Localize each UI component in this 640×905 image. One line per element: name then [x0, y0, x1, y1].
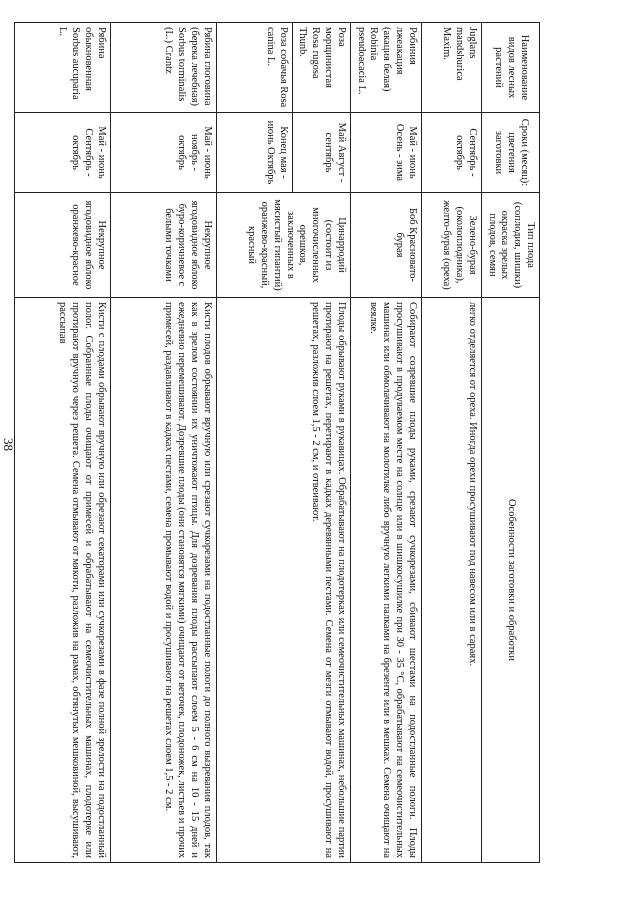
header-fruit: Тип плода (соплодия, шишки) окраска зрелых плодов, семян [481, 193, 539, 298]
table-row [421, 23, 481, 863]
cell-desc: легко отделяется от ореха. Иногда орехи просушивают под навесом или в сараях. [421, 298, 481, 863]
rotated-table-container [42, 22, 540, 862]
cell-term: Май - июнь Сентябрь - октябрь [14, 113, 110, 193]
table-row [350, 23, 421, 863]
cell-name: Рябина обыкновенная Sorbus aucuparia L. [14, 23, 110, 113]
table-row [110, 23, 216, 863]
cell-name: Роза морщинистая Rosa rugosa Thunb. [292, 23, 350, 113]
cell-fruit: Некрупное ягодовидное яблоко оранжево-красное [14, 193, 110, 298]
cell-fruit: Зелено-бурая (околоплодника), желто-бурая (ореха) [421, 193, 481, 298]
header-name: Наименование видов лесных растений [481, 23, 539, 113]
cell-fruit: Боб Красновато-бурая [350, 193, 421, 298]
cell-name: Juglans mandshurica Maxim. [421, 23, 481, 113]
table-header-row [481, 23, 539, 863]
cell-name: Роза собачья Rosa canina L. [216, 23, 292, 113]
cell-term: Сентябрь - октябрь [421, 113, 481, 193]
cell-term: Май Август - сентябрь [292, 113, 350, 193]
cell-term: Май - июнь ноябрь - октябрь [110, 113, 216, 193]
cell-desc: Плоды обрывают руками в рукавицах. Обрабатывают на плодотерках или семеочистительных машинах, небольшие партии протирают на решетах, перетирают в кадках деревянными пестами. Семена от мезги отмывают водой, просушивают на решетах, разложив слоем 1,5 - 2 см, и отвеивают. [216, 298, 350, 863]
cell-name: Робиния лжеакация (акация белая) Robinia pseudoacacia L. [350, 23, 421, 113]
header-desc: Особенности заготовки и обработки [481, 298, 539, 863]
species-table [14, 22, 540, 863]
cell-term: Май - июнь Осень - зима [350, 113, 421, 193]
cell-term: Конец мая - июнь Октябрь [216, 113, 292, 193]
cell-desc: Кисти с плодами обрывают вручную или обрезают секаторами или сучкорезами в фазе полной зрелости на подостланный полог. Собранные плоды очищают от примесей и обрабатывают на семеочистительных машинах, плодотерке или протирают вручную через решета. Семена отмывают от мякоти, разложив на рамах, обтянутых мешковиной, высушивают, рассыпав [14, 298, 110, 863]
table-row [292, 23, 350, 863]
header-term: Сроки (месяц): цветения заготовки [481, 113, 539, 193]
cell-fruit: Цинарродий (состоит из многочисленных орешков, заключенных в мясистый гипантий) оранжево-красный, красный [216, 193, 350, 298]
cell-name: Рябина глоговина (берека лечебная) Sorbus torminalis (L.) Crantz [110, 23, 216, 113]
cell-desc: Кисти плодов обрывают вручную или срезают сучкорезами на подостланные пологи до полного вызревания плодов, так как в зрелом состоянии их уничтожают птицы. Для дозревания плоды рассыпают слоем 5 - 6 см на 10 - 15 дней и ежедневно перемешивают. Дозревшие плоды (они становятся мягкими) очищают от веточек, плодоножек, листьев и прочих примесей, раздавливают в кадках пестами, семена промывают водой и просушивают на решетах слоем 1,5 - 2 см. [110, 298, 216, 863]
cell-fruit: Некрупное ягодовидное яблоко буро-коричневое с белыми точками [110, 193, 216, 298]
page-number: 38 [1, 438, 16, 451]
table-row [14, 23, 110, 863]
cell-desc: Собирают созревшие плоды руками, срезают сучкорезами, сбивают шестами на подостланные пологи. Плоды просушивают в продуваемом месте на солнце или в шишкосушилке при 30 - 35 °С, обрабатывают на семеочистительных машинах или обмолачивают на молотилке либо вручную легкими палками на брезенте или в мешках. Семена очищают на веялке. [350, 298, 421, 863]
